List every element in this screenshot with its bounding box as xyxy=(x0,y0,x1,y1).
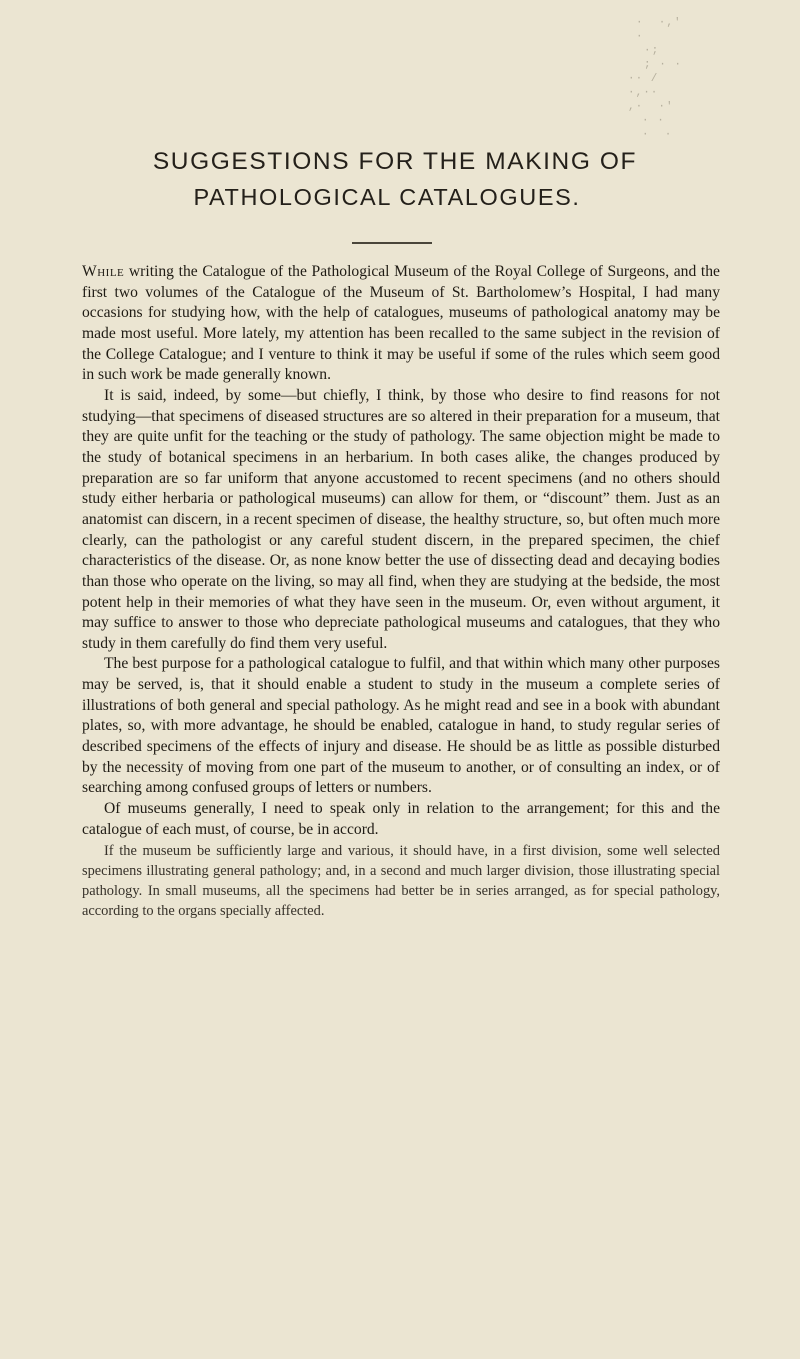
show-through-marks: · ·,' · ·; ; · · ·· / ·,·· ,· ·' · · · · xyxy=(628,17,683,141)
paragraph-5: If the museum be sufficiently large and various, it should have, in a first division, some well selected specimens illustrating general pathology; and, in a second and much larger division, those illustrating special pathology. In small museums, all the specimens had better be in series arranged, as for special pathology, according to the organs specially affected. xyxy=(82,843,720,920)
paragraph-1 xyxy=(82,262,720,386)
title-line-1: SUGGESTIONS FOR THE MAKING OF xyxy=(152,148,638,175)
paragraph-1-text: writing the Catalogue of the Pathological Museum of the Royal College of Surgeons, and the first two volumes of the Catalogue of the Museum of St. Bartholomew’s Hospital, I had many occasions for studying how, with the help of catalogues, museums of pathological anatomy may be made most useful. More lately, my attention has been recalled to the same subject in the revision of the College Catalogue; and I venture to think it may be useful if some of the rules which seem good in such work be made generally known. xyxy=(82,263,720,384)
title-divider xyxy=(352,242,432,244)
opening-word: While xyxy=(82,263,125,280)
title-line-2: PATHOLOGICAL CATALOGUES. xyxy=(193,184,581,210)
article-body xyxy=(82,262,720,922)
paragraph-3: The best purpose for a pathological catalogue to fulfil, and that within which many other purposes may be served, is, that it should enable a student to study in the museum a complete series of illustrations of both general and special pathology. As he might read and see in a book with abundant plates, so, with more advantage, he should be enabled, catalogue in hand, to study regular series of described specimens of the effects of injury and disease. He should be as little as possible disturbed by the necessity of moving from one part of the museum to another, or of consulting an index, or of searching among confused groups of letters or numbers. xyxy=(82,655,720,797)
paragraph-4: Of museums generally, I need to speak only in relation to the arrangement; for this and the catalogue of each must, of course, be in accord. xyxy=(82,800,720,838)
paragraph-2: It is said, indeed, by some—but chiefly, I think, by those who desire to find reasons for not studying—that specimens of diseased structures are so altered in their preparation for a museum, that they are quite unfit for the teaching or the study of pathology. The same objection might be made to the study of botanical specimens in an herbarium. In both cases alike, the changes produced by preparation are so far uniform that anyone accustomed to recent specimens (and no others should study either herbaria or pathological museums) can allow for them, or “discount” them. Just as an anatomist can discern, in a recent specimen of disease, the healthy structure, so, but often much more clearly, can the pathologist or any careful student discern, in the prepared specimen, the chief characteristics of the disease. Or, as none know better the use of dissecting dead and decaying bodies than those who operate on the living, so may all find, when they are studying at the bedside, the most potent help in their memories of what they have seen in the museum. Or, even without argument, it may suffice to answer to those who depreciate pathological museums and catalogues, that they who study in them carefully do find them very useful. xyxy=(82,386,720,652)
